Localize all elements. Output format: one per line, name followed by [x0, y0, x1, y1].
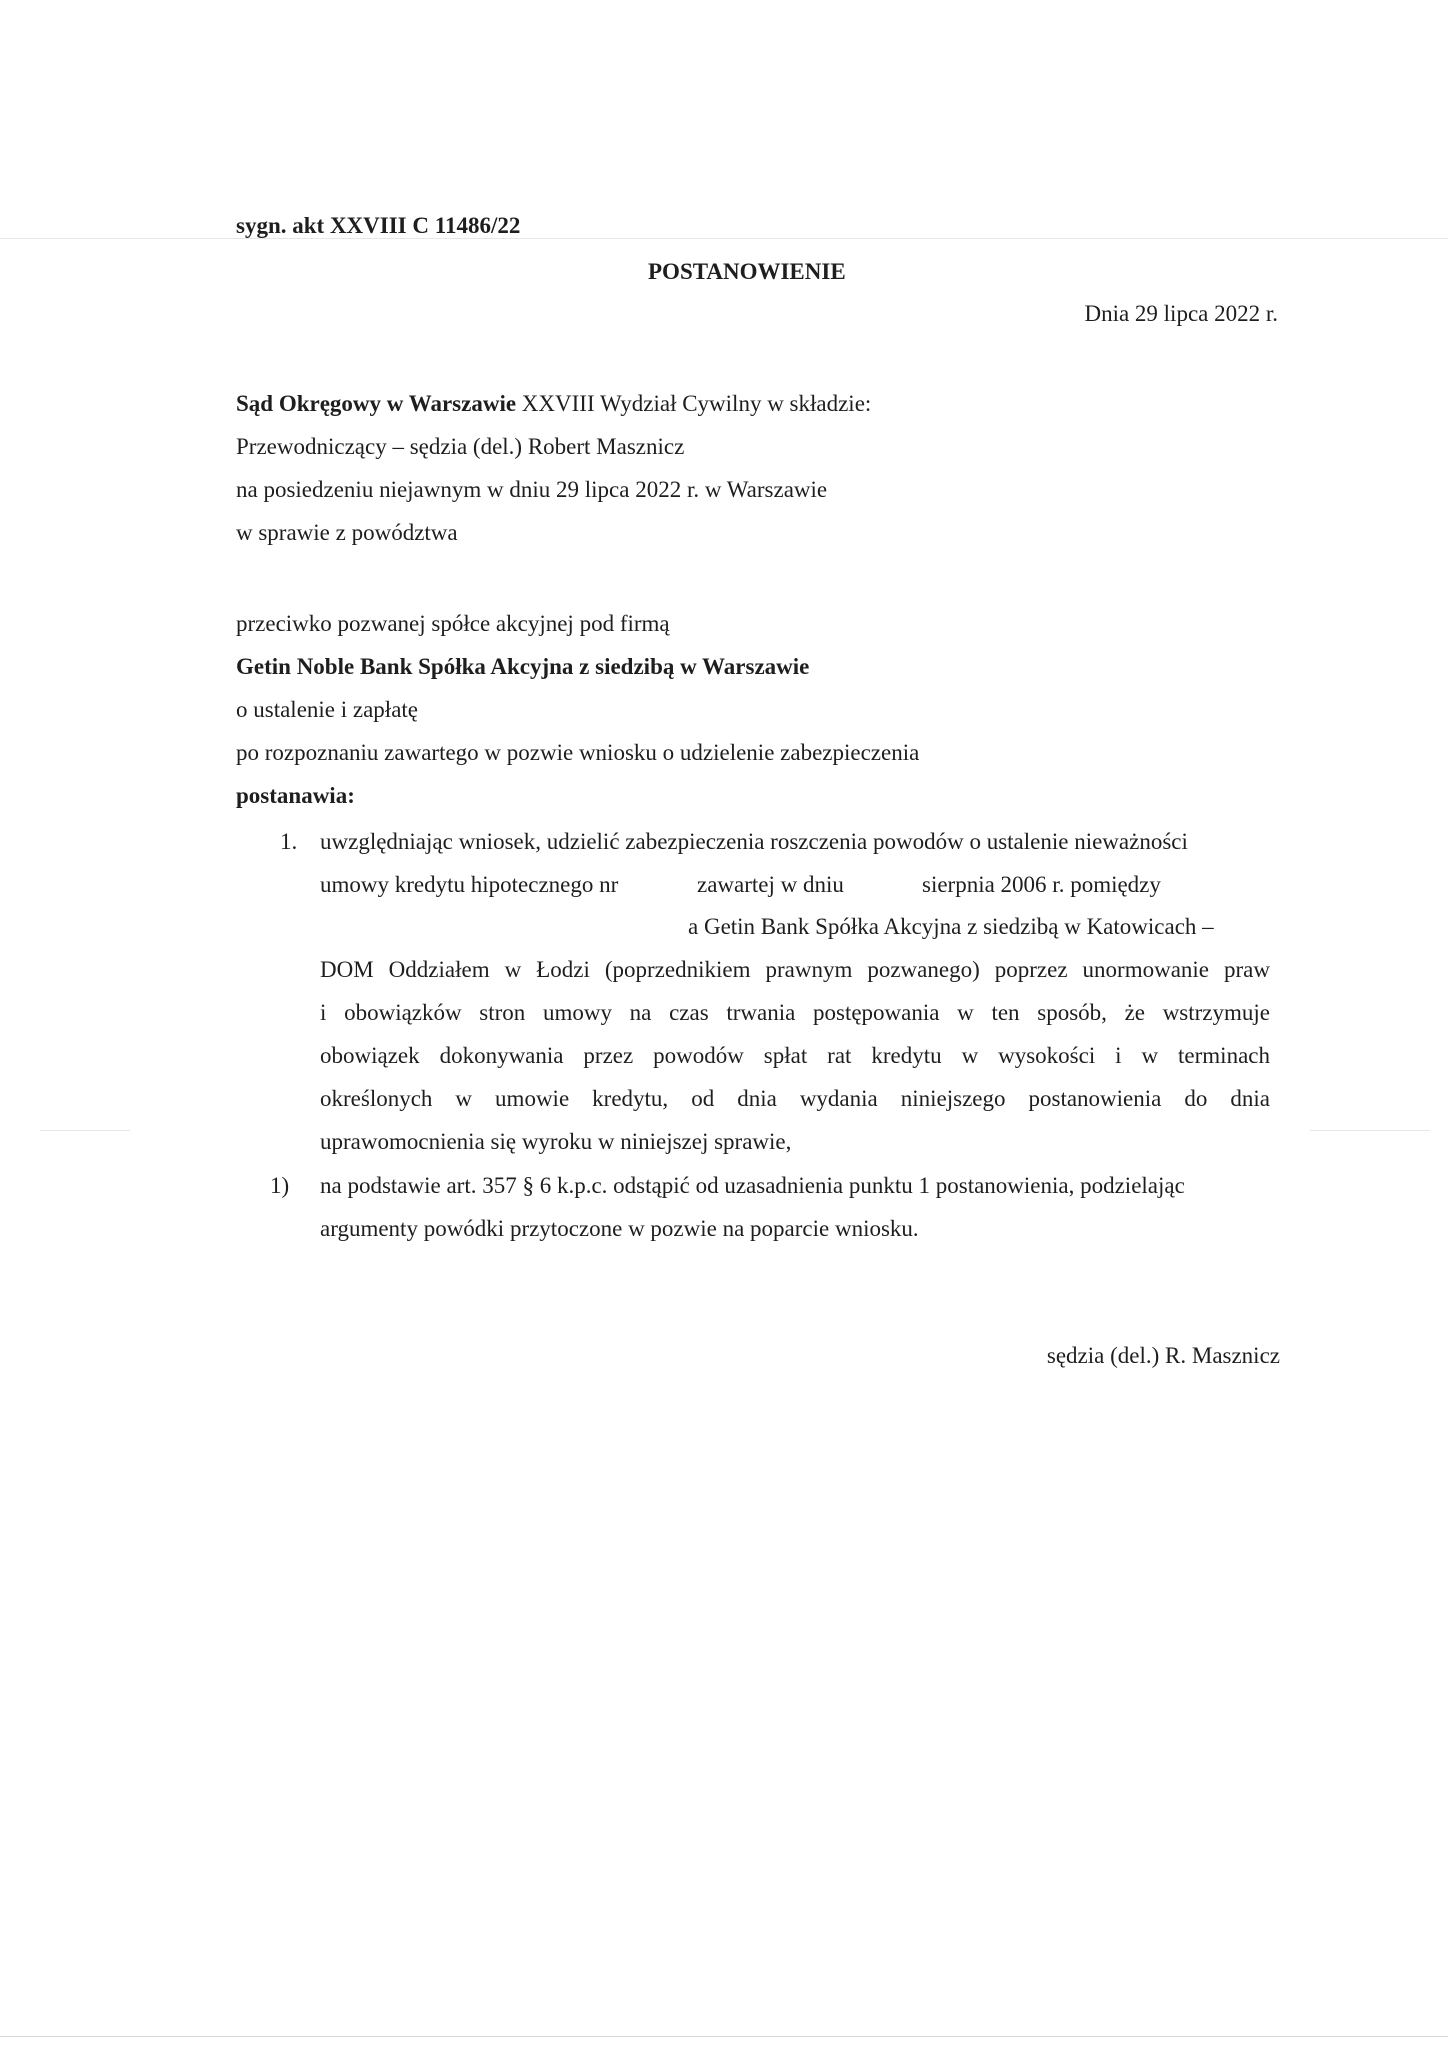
- consideration-line: po rozpoznaniu zawartego w pozwie wniosku o udzielenie zabezpieczenia: [236, 740, 920, 765]
- item-line: uwzględniając wniosek, udzielić zabezpieczenia roszczenia powodów o ustalenie nieważności: [320, 829, 1188, 854]
- item-marker: 1.: [280, 829, 298, 854]
- scan-line-top: [0, 238, 1448, 239]
- item-line: i obowiązków stron umowy na czas trwania postępowania w ten sposób, że wstrzymuje: [320, 1000, 1270, 1025]
- item-line: DOM Oddziałem w Łodzi (poprzednikiem prawnym pozwanego) poprzez unormowanie praw: [320, 957, 1270, 982]
- item-line: obowiązek dokonywania przez powodów spłat rat kredytu w wysokości i w terminach: [320, 1043, 1270, 1068]
- scan-line-bottom: [0, 2036, 1448, 2037]
- case-intro: w sprawie z powództwa: [236, 520, 458, 545]
- court-division: XXVIII Wydział Cywilny w składzie:: [516, 391, 872, 416]
- item-line: a Getin Bank Spółka Akcyjna z siedzibą w Katowicach –: [688, 914, 1214, 939]
- item-marker: 1): [270, 1173, 290, 1198]
- case-number: sygn. akt XXVIII C 11486/22: [236, 213, 521, 238]
- decides-heading: postanawia:: [236, 783, 355, 808]
- item-line: sierpnia 2006 r. pomiędzy: [922, 872, 1161, 897]
- against-line: przeciwko pozwanej spółce akcyjnej pod firmą: [236, 611, 670, 636]
- item-line: określonych w umowie kredytu, od dnia wydania niniejszego postanowienia do dnia: [320, 1086, 1270, 1111]
- session-info: na posiedzeniu niejawnym w dniu 29 lipca 2022 r. w Warszawie: [236, 477, 828, 502]
- scan-line-left: [40, 1130, 130, 1131]
- item-line: uprawomocnienia się wyroku w niniejszej sprawie,: [320, 1129, 792, 1154]
- document-date: Dnia 29 lipca 2022 r.: [1084, 301, 1278, 326]
- item-line: umowy kredytu hipotecznego nr: [320, 872, 619, 897]
- judge-signature: sędzia (del.) R. Masznicz: [1046, 1343, 1280, 1368]
- court-name: Sąd Okręgowy w Warszawie: [236, 391, 517, 416]
- document-title: POSTANOWIENIE: [648, 259, 846, 284]
- defendant-name: Getin Noble Bank Spółka Akcyjna z siedzibą w Warszawie: [236, 654, 810, 679]
- item-line: na podstawie art. 357 § 6 k.p.c. odstąpić od uzasadnienia punktu 1 postanowienia, podzielając: [320, 1173, 1185, 1198]
- case-subject: o ustalenie i zapłatę: [236, 697, 419, 722]
- item-line: argumenty powódki przytoczone w pozwie na poparcie wniosku.: [320, 1216, 919, 1241]
- court-line: [236, 392, 871, 415]
- presiding-judge: Przewodniczący – sędzia (del.) Robert Masznicz: [236, 434, 685, 459]
- scan-line-right: [1310, 1130, 1430, 1131]
- item-line: zawartej w dniu: [697, 872, 844, 897]
